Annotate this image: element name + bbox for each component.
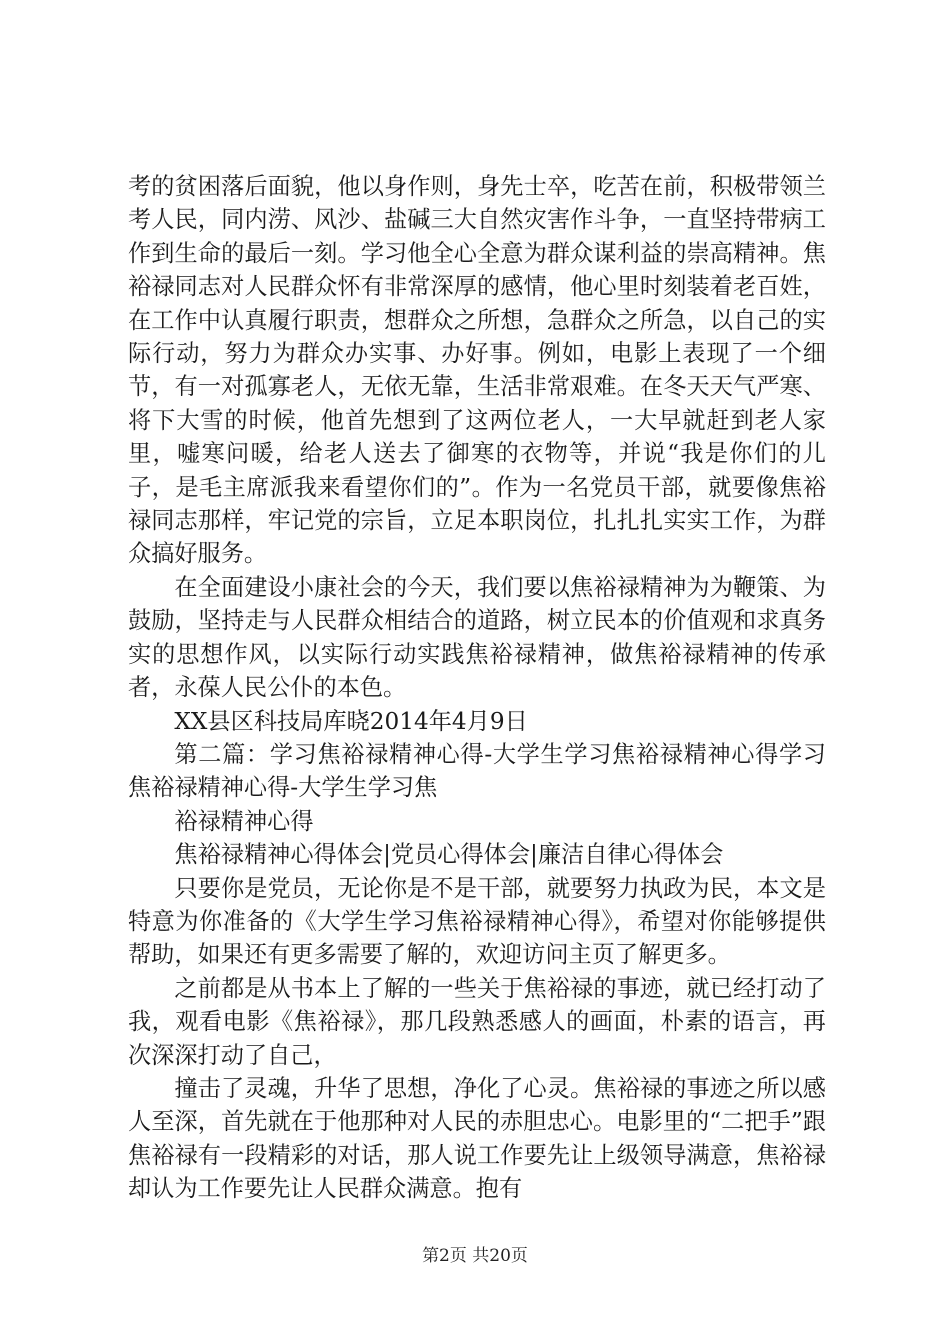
category-tags: 焦裕禄精神心得体会|党员心得体会|廉洁自律心得体会	[174, 841, 724, 869]
paragraph-3: 之前都是从书本上了解的一些关于焦裕禄的事迹，就已经打动了我，观看电影《焦裕禄》，那几段熟悉感人的画面，朴素的语言，再次深深打动了自己，	[128, 974, 826, 1069]
section-heading: 第二篇：学习焦裕禄精神心得-大学生学习焦裕禄精神心得学习焦裕禄精神心得-大学生学习焦	[128, 740, 826, 802]
document-body	[128, 170, 826, 1206]
paragraph-4: 撞击了灵魂，升华了思想，净化了心灵。焦裕禄的事迹之所以感人至深，首先就在于他那种对人民的赤胆忠心。电影里的“二把手”跟焦裕禄有一段精彩的对话，那人说工作要先让上级领导满意，焦裕禄却认为工作要先让人民群众满意。抱有	[128, 1074, 826, 1203]
page-number: 第2页 共20页	[422, 1246, 528, 1266]
paragraph-2: 在全面建设小康社会的今天，我们要以焦裕禄精神为为鞭策、为鼓励，坚持走与人民群众相结合的道路，树立民本的价值观和求真务实的思想作风，以实际行动实践焦裕禄精神，做焦裕禄精神的传承者，永葆人民公仆的本色。	[128, 573, 826, 702]
section-heading-continuation: 裕禄精神心得	[174, 807, 314, 835]
signature-line: XX县区科技局库晓2014年4月9日	[174, 707, 528, 735]
paragraph-intro: 只要你是党员，无论你是不是干部，就要努力执政为民，本文是特意为你准备的《大学生学习焦裕禄精神心得》，希望对你能够提供帮助，如果还有更多需要了解的，欢迎访问主页了解更多。	[128, 874, 826, 969]
paragraph-1: 考的贫困落后面貌，他以身作则，身先士卒，吃苦在前，积极带领兰考人民，同内涝、风沙、盐碱三大自然灾害作斗争，一直坚持带病工作到生命的最后一刻。学习他全心全意为群众谋利益的崇高精神。焦裕禄同志对人民群众怀有非常深厚的感情，他心里时刻装着老百姓，在工作中认真履行职责，想群众之所想，急群众之所急，以自己的实际行动，努力为群众办实事、办好事。例如，电影上表现了一个细节，有一对孤寡老人，无依无靠，生活非常艰难。在冬天天气严寒、将下大雪的时候，他首先想到了这两位老人，一大早就赶到老人家里，嘘寒问暖，给老人送去了御寒的衣物等，并说“我是你们的儿子，是毛主席派我来看望你们的”。作为一名党员干部，就要像焦裕禄同志那样，牢记党的宗旨，立足本职岗位，扎扎扎实实工作，为群众搞好服务。	[128, 173, 826, 568]
